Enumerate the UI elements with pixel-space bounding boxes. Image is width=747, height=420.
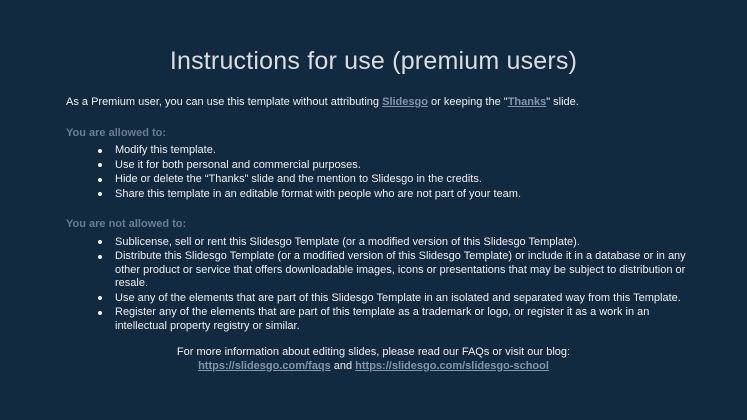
list-item: Distribute this Slidesgo Template (or a modified version of this Slidesgo Template) or include it in a database or in any other product or service that offers downloadable images, icons or presentations that may be subject to distribution or resale. xyxy=(66,250,696,291)
not-allowed-list xyxy=(66,236,696,334)
intro-pre: As a Premium user, you can use this template without attributing xyxy=(66,96,383,108)
list-item: Share this template in an editable format with people who are not part of your team. xyxy=(66,188,696,202)
intro-post: " slide. xyxy=(546,96,579,108)
list-item: Sublicense, sell or rent this Slidesgo Template (or a modified version of this Slidesgo Template). xyxy=(66,236,696,250)
thanks-link[interactable]: Thanks xyxy=(507,96,547,108)
footer-text xyxy=(0,346,747,373)
slidesgo-school-link[interactable]: https://slidesgo.com/slidesgo-school xyxy=(355,359,549,372)
intro-text xyxy=(66,96,696,110)
list-item: Use it for both personal and commercial purposes. xyxy=(66,159,696,173)
allowed-list xyxy=(66,144,696,201)
list-item: Register any of the elements that are part of this template as a trademark or logo, or register it as a work in an intellectual property registry or similar. xyxy=(66,306,696,333)
footer-line1: For more information about editing slides, please read our FAQs or visit our blog: xyxy=(176,346,571,358)
not-allowed-heading: You are not allowed to: xyxy=(66,218,187,230)
list-item: Hide or delete the “Thanks” slide and the mention to Slidesgo in the credits. xyxy=(66,173,696,187)
footer-separator: and xyxy=(330,359,356,372)
slide-body xyxy=(66,96,696,334)
intro-mid: or keeping the " xyxy=(427,96,508,108)
list-item: Use any of the elements that are part of this Slidesgo Template in an isolated and separated way from this Template. xyxy=(66,292,696,306)
faqs-link[interactable]: https://slidesgo.com/faqs xyxy=(198,359,331,372)
slidesgo-link[interactable]: Slidesgo xyxy=(382,96,428,108)
footer-line2 xyxy=(0,360,747,374)
list-item: Modify this template. xyxy=(66,144,696,158)
slide-title: Instructions for use (premium users) xyxy=(169,47,578,75)
allowed-heading: You are allowed to: xyxy=(66,126,167,139)
